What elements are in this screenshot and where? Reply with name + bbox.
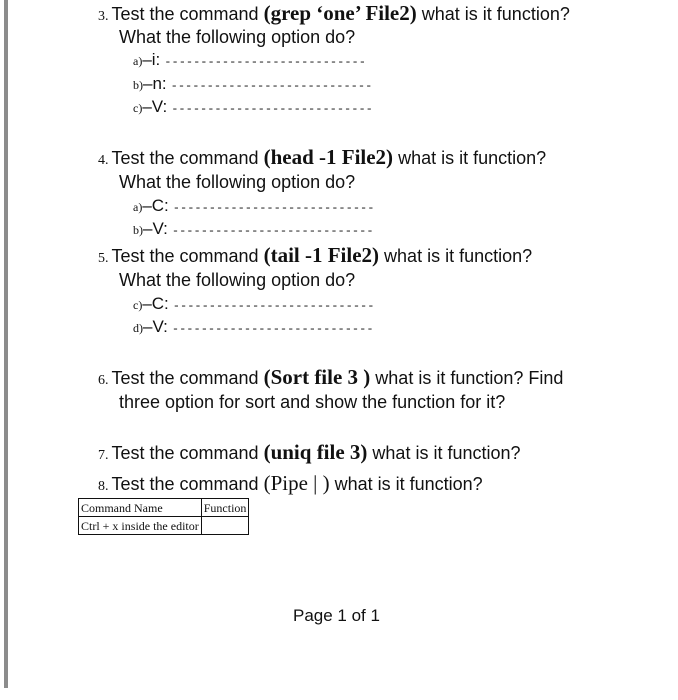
- option-line: c)–C: ----------------------------: [133, 294, 375, 313]
- question-4-subline: What the following option do?: [119, 172, 356, 192]
- command-text: (head -1 File2): [263, 145, 394, 169]
- question-number: 7.: [98, 448, 109, 463]
- question-5-subline: What the following option do?: [119, 270, 356, 290]
- table-cell: [201, 517, 249, 535]
- question-6: [98, 366, 563, 392]
- command-text: (grep ‘one’ File2): [263, 1, 417, 25]
- question-text-end: what is it function?: [393, 148, 547, 168]
- question-number: 4.: [98, 153, 109, 168]
- question-3-subline: What the following option do?: [119, 27, 356, 47]
- question-text-end: what is it function?: [367, 443, 521, 463]
- question-text-end: what is it function? Find: [370, 368, 564, 388]
- question-text: Test the command: [111, 246, 264, 266]
- question-number: 8.: [98, 479, 109, 494]
- question-4: [98, 146, 546, 172]
- command-text: (Pipe | ): [263, 471, 330, 495]
- table-row: [79, 517, 249, 535]
- question-text-end: what is it function?: [416, 4, 570, 24]
- table-header-cell: Command Name: [79, 499, 202, 517]
- table-header-row: [79, 499, 249, 517]
- table-cell: Ctrl + x inside the editor: [79, 517, 202, 535]
- question-text: Test the command: [111, 443, 264, 463]
- question-text: Test the command: [111, 474, 264, 494]
- question-text-end: what is it function?: [329, 474, 483, 494]
- question-5: [98, 244, 532, 270]
- option-line: a)–C: ----------------------------: [133, 196, 375, 215]
- option-line: b)–V: ----------------------------: [133, 219, 374, 238]
- question-text: Test the command: [111, 4, 264, 24]
- option-line: d)–V: ----------------------------: [133, 317, 374, 336]
- command-text: (uniq file 3): [263, 440, 368, 464]
- command-text: (Sort file 3 ): [263, 365, 371, 389]
- question-3: [98, 2, 570, 28]
- question-number: 3.: [98, 9, 109, 24]
- page-footer: Page 1 of 1: [293, 606, 380, 625]
- option-line: a)–i: ----------------------------: [133, 50, 366, 69]
- left-margin-rule: [4, 0, 8, 688]
- question-8: [98, 472, 483, 498]
- question-text: Test the command: [111, 368, 264, 388]
- question-7: [98, 441, 521, 467]
- command-table: [78, 498, 249, 535]
- question-number: 6.: [98, 373, 109, 388]
- command-text: (tail -1 File2): [263, 243, 380, 267]
- question-6-subline: three option for sort and show the function for it?: [119, 392, 506, 412]
- question-text: Test the command: [111, 148, 264, 168]
- question-number: 5.: [98, 251, 109, 266]
- question-text-end: what is it function?: [379, 246, 533, 266]
- option-line: b)–n: ----------------------------: [133, 74, 373, 93]
- table-header-cell: Function: [201, 499, 249, 517]
- option-line: c)–V: ----------------------------: [133, 97, 373, 116]
